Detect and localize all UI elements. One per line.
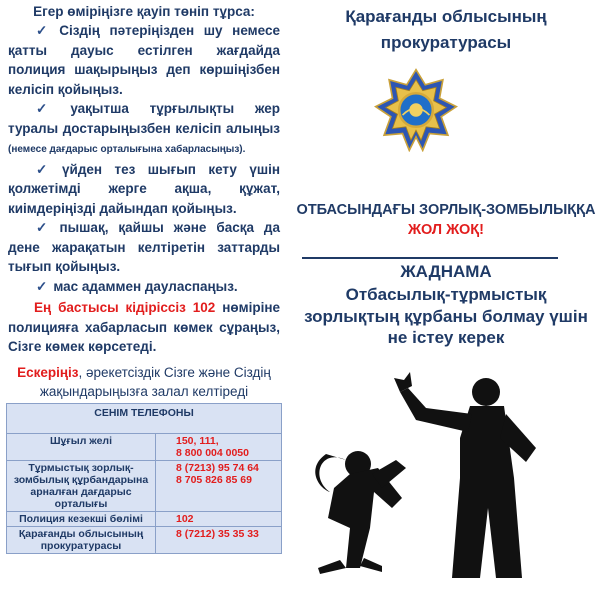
hotline-name: Полиция кезекші бөлімі xyxy=(7,512,156,527)
hotline-number: 8 (7213) 95 74 64 8 705 826 85 69 xyxy=(156,461,282,512)
checkmark-icon: ✓ xyxy=(36,220,54,235)
warning-note: Ескеріңіз, әрекетсіздік Сізге және Сіздің жақындарыңызға залал келтіреді xyxy=(17,364,271,399)
hotline-number: 102 xyxy=(156,512,282,527)
hotline-name: Тұрмыстық зорлық-зомбылық құрбандарына арналған дағдарыс орталығы xyxy=(7,461,156,512)
hotline-table-header: СЕНІМ ТЕЛЕФОНЫ xyxy=(7,404,282,434)
memo-title: ЖАДНАМА xyxy=(400,262,492,281)
table-row xyxy=(7,512,282,527)
divider-line xyxy=(302,257,558,259)
memo-subtitle: Отбасылық-тұрмыстық зорлықтың құрбаны болмау үшін не істеу керек xyxy=(304,285,588,347)
advice-item-4: ✓ пышақ, қайшы және басқа да дене жарақатын келтіретін заттарды тығып қойыңыз. xyxy=(8,220,280,274)
checkmark-icon: ✓ xyxy=(36,161,57,177)
table-row xyxy=(7,461,282,512)
checkmark-icon: ✓ xyxy=(36,23,54,38)
hotline-name: Шұғыл желі xyxy=(7,434,156,461)
important-call-102: Ең бастысы кідіріссіз 102 нөміріне полицияға хабарласып көмек сұраңыз, Сізге көмек көрсетеді. xyxy=(8,300,280,354)
hotline-number: 8 (7212) 35 35 33 xyxy=(156,527,282,554)
advice-item-3: ✓ үйден тез шығып кету үшін қолжетімді жерге ақша, құжат, киімдеріңізді дайындап қойыңыз. xyxy=(8,161,280,216)
hotline-number: 150, 111, 8 800 004 0050 xyxy=(156,434,282,461)
prosecutor-emblem-icon xyxy=(374,68,458,152)
slogan: ОТБАСЫНДАҒЫ ЗОРЛЫҚ-ЗОМБЫЛЫҚҚА ЖОЛ ЖОҚ! xyxy=(296,202,596,238)
advice-item-2: ✓ уақытша тұрғылықты жер туралы достарыңызбен келісіп алыңыз (немесе дағдарыс орталығына хабарласыңыз). xyxy=(8,101,281,155)
advice-intro: Егер өміріңізге қауіп төніп тұрса: xyxy=(33,4,255,19)
advice-column xyxy=(8,4,280,402)
table-row xyxy=(7,434,282,461)
checkmark-icon: ✓ xyxy=(36,278,48,294)
domestic-violence-silhouette-icon xyxy=(300,368,592,578)
advice-item-1: ✓ Сіздің пәтеріңізден шу немесе қатты дауыс естілген жағдайда полиция шақырыңыз деп көршіңізбен келісіп қойыңыз. xyxy=(8,23,281,97)
table-row xyxy=(7,527,282,554)
hotline-name: Қарағанды облысының прокуратурасы xyxy=(7,527,156,554)
advice-item-5: ✓ мас адаммен дауласпаңыз. xyxy=(8,277,280,297)
organization-title: Қарағанды облысының прокуратурасы xyxy=(345,7,547,52)
hotline-table xyxy=(6,403,282,554)
checkmark-icon: ✓ xyxy=(36,101,65,116)
